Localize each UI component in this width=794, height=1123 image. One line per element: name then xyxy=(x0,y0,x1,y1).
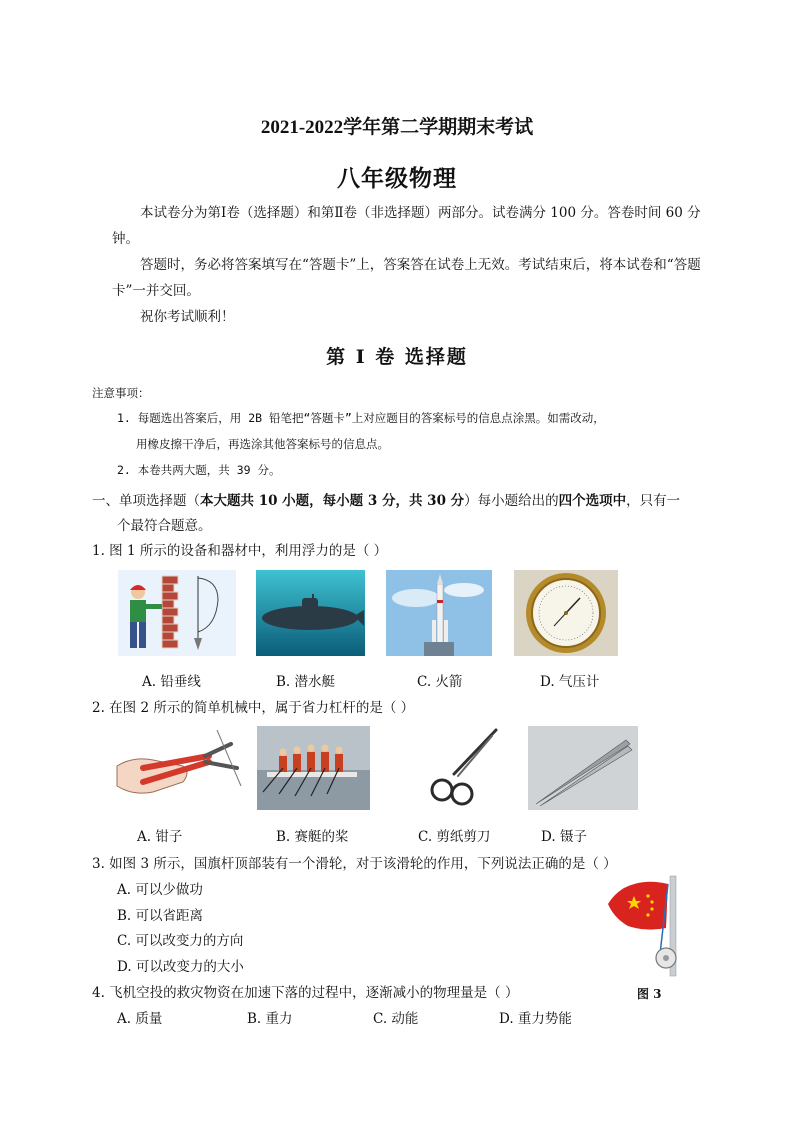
question-3-option-a: A. 可以少做功 xyxy=(117,882,203,898)
subject-title: 八年级物理 xyxy=(337,165,457,192)
exam-title: 2021-2022学年第二学期期末考试 xyxy=(260,117,534,138)
pliers-image xyxy=(113,726,243,810)
question-4-option-b: B. 重力 xyxy=(247,1011,293,1027)
note-1-line-2: 用橡皮擦干净后，再选涂其他答案标号的信息点。 xyxy=(136,437,389,451)
question-2-option-b: B. 赛艇的桨 xyxy=(276,829,349,845)
question-1-option-c: C. 火箭 xyxy=(417,674,463,690)
question-4-option-d: D. 重力势能 xyxy=(499,1011,572,1027)
question-3-option-b: B. 可以省距离 xyxy=(117,908,204,924)
barometer-image xyxy=(514,570,618,656)
submarine-image xyxy=(256,570,365,656)
plumb-line-image xyxy=(118,570,236,656)
part1-heading xyxy=(92,489,712,509)
question-4-option-a: A. 质量 xyxy=(117,1011,163,1027)
note-1-line-1: 1. 每题选出答案后，用 2B 铅笔把“答题卡”上对应题目的答案标号的信息点涂黑。如需改动， xyxy=(117,411,605,425)
question-1-option-d: D. 气压计 xyxy=(540,674,600,690)
intro-paragraph-1: 本试卷分为第Ⅰ卷（选择题）和第Ⅱ卷（非选择题）两部分。试卷满分 100 分。答卷时间 60 分钟。 xyxy=(112,205,701,247)
rocket-image xyxy=(386,570,492,656)
notes-heading: 注意事项： xyxy=(92,386,150,400)
question-1-option-b: B. 潜水艇 xyxy=(276,674,336,690)
part1-heading-line-2: 个最符合题意。 xyxy=(117,518,212,534)
rowing-image xyxy=(257,726,370,810)
scissors-image xyxy=(418,726,502,810)
part1-heading-a: 一、单项选择题（ xyxy=(92,493,200,509)
figure-3-label: 图 3 xyxy=(637,987,662,1001)
question-1-option-a: A. 铅垂线 xyxy=(142,674,201,690)
question-4-option-c: C. 动能 xyxy=(373,1011,419,1027)
question-3-option-c: C. 可以改变力的方向 xyxy=(117,933,244,949)
note-2: 2. 本卷共两大题，共 39 分。 xyxy=(117,463,281,477)
question-3-stem: 3. 如图 3 所示，国旗杆顶部装有一个滑轮，对于该滑轮的作用，下列说法正确的是（ ） xyxy=(92,856,617,872)
intro-paragraph-2: 答题时，务必将答案填写在“答题卡”上，答案答在试卷上无效。考试结束后，将本试卷和“答题卡”一并交回。 xyxy=(112,257,701,299)
question-2-option-c: C. 剪纸剪刀 xyxy=(418,829,491,845)
intro-paragraph-3: 祝你考试顺利！ xyxy=(140,309,235,325)
question-3-option-d: D. 可以改变力的大小 xyxy=(117,959,244,975)
question-2-stem: 2. 在图 2 所示的简单机械中，属于省力杠杆的是（ ） xyxy=(92,700,415,716)
question-4-stem: 4. 飞机空投的救灾物资在加速下落的过程中，逐渐减小的物理量是（ ） xyxy=(92,985,519,1001)
question-2-option-d: D. 镊子 xyxy=(541,829,587,845)
flag-pulley-image xyxy=(604,874,684,978)
question-1-stem: 1. 图 1 所示的设备和器材中，利用浮力的是（ ） xyxy=(92,543,388,559)
part1-heading-e: ，只有一 xyxy=(626,493,681,509)
part1-heading-b: 本大题共 10 小题，每小题 3 分，共 30 分 xyxy=(200,493,465,509)
section-title: 第 Ⅰ 卷 选择题 xyxy=(326,346,468,368)
part1-heading-c: ）每小题给出的 xyxy=(464,493,559,509)
tweezers-image xyxy=(528,726,638,810)
part1-heading-d: 四个选项中 xyxy=(558,493,627,509)
question-2-option-a: A. 钳子 xyxy=(137,829,183,845)
